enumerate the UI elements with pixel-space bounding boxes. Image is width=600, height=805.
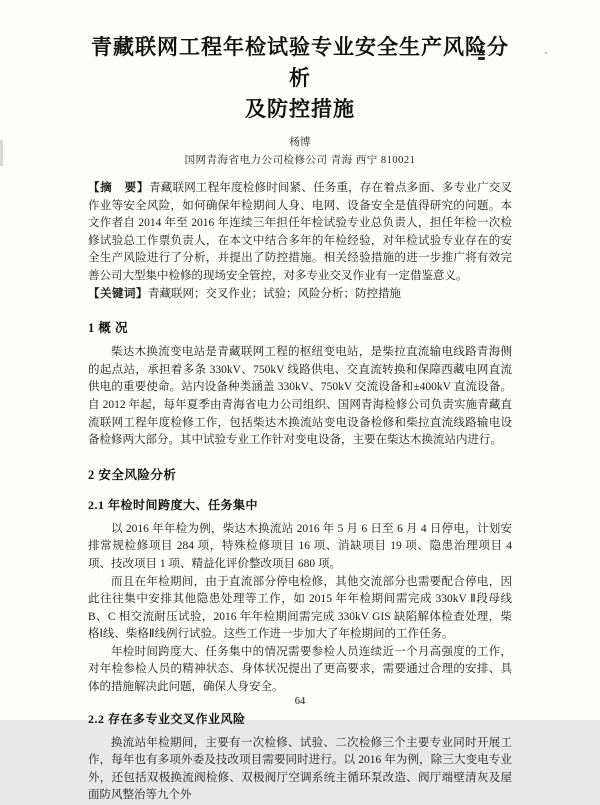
author-affiliation: 国网青海省电力公司检修公司 青海 西宁 810021 [184, 155, 416, 166]
section-paragraph: 换流站年检期间，主要有一次检修、试验、二次检修三个主要专业同时开展工作，每年也有多项外委及技改项目需要同时进行。以 2016 年为例，除三大变电专业外，还包括双极换流阀检修、双极阀厅空调系统主循环泵改造、阀厅端壁清灰及屋面防风整治等九个外 [88, 736, 512, 802]
section-paragraph: 柴达木换流变电站是青藏联网工程的枢纽变电站，是柴拉直流输电线路青海侧的起点站，承担着多条 330kV、750kV 线路供电、交直流转换和保障西藏电网直流供电的重要使命。站内设备种类涵盖 330kV、750kV 交流设备和±400kV 直流设备。自 2012 年起，每年夏季由青海省电力公司组织、国网青海检修公司负责实施青藏直流联网工程年度检修工作，包括柴达木换流站变电设备检修和柴拉直流线路输电设备检修两大部分。其中试验专业工作针对变电设备，主要在柴达木换流站内进行。 [88, 346, 512, 447]
page-content [88, 32, 512, 805]
abstract-paragraph [88, 180, 512, 286]
scan-noise-speck [545, 52, 547, 54]
section-heading-overview: 1 概 况 [88, 321, 129, 336]
section-paragraph: 以 2016 年年检为例，柴达木换流站 2016 年 5 月 6 日至 6 月 4 日停电，计划安排常规检修项目 284 项，特殊检修项目 16 项、消缺项目 19 项、隐患治理项目 4 项、技改项目 1 项、精益化评价整改项目 680 项。 [88, 522, 512, 570]
scan-edge-smudge [0, 140, 3, 166]
paper-title [88, 32, 512, 125]
section-paragraph: 而且在年检期间，由于直流部分停电检修，其他交流部分也需要配合停电，因此往往集中安排其他隐患处理等工作，如 2015 年年检期间需完成 330kV Ⅱ段母线 B、C 相交流耐压试验，2016 年年检期间需完成 330kV GIS 缺陷解体检查处理，柴格Ⅰ线、柴格Ⅱ线例行试验。这些工作进一步加大了年检期间的工作任务。 [88, 575, 512, 641]
abstract-text: 青藏联网工程年度检修时间紧、任务重，存在着点多面、多专业广交叉作业等安全风险，如何确保年检期间人身、电网、设备安全是值得研究的问题。本文作者自 2014 年至 2016 年连续三年担任年检试验专业总负责人，担任年检一次检修试验总工作票负责人，在本文中结合多年的年检经验，对年检试验专业存在的安全生产风险进行了分析，并提出了防控措施。相关经验措施的进一步推广将有效完善公司大型集中检修的现场安全管控，对多专业交叉作业有一定借鉴意义。 [88, 182, 513, 282]
section-heading-risk-analysis: 2 安全风险分析 [88, 467, 177, 482]
author-name: 杨博 [289, 137, 311, 148]
keywords-paragraph [88, 286, 512, 304]
paper-title-line-1: 青藏联网工程年检试验专业安全生产风险分析 [91, 35, 509, 90]
subsection-heading-2-2: 2.2 存在多专业交叉作业风险 [88, 711, 246, 726]
paper-title-line-2: 及防控措施 [245, 97, 355, 121]
keywords-text: 青藏联网；交叉作业；试验；风险分析；防控措施 [148, 287, 401, 300]
page-number: 64 [294, 696, 306, 707]
subsection-heading-2-1: 2.1 年检时间跨度大、任务集中 [88, 497, 259, 512]
abstract-label: 【摘 要】 [88, 182, 150, 194]
section-paragraph: 年检时间跨度大、任务集中的情况需要参检人员连续近一个月高强度的工作，对年检参检人员的精神状态、身体状况提出了更高要求，需要通过合理的安排、具体的措施解决此问题，确保人身安全。 [88, 645, 512, 694]
keywords-label: 【关键词】 [88, 287, 148, 300]
